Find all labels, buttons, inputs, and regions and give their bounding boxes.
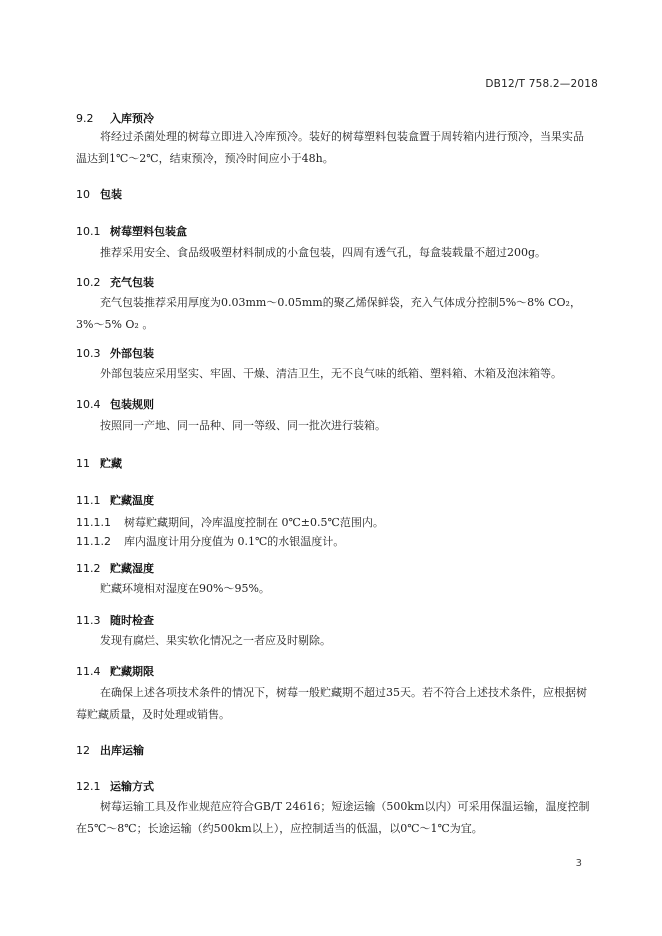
section-number: 10.3	[76, 347, 101, 360]
paragraph-11-3: 发现有腐烂、果实软化情况之一者应及时剔除。	[100, 634, 331, 647]
section-number: 11.2	[76, 562, 101, 575]
section-title: 运输方式	[110, 780, 154, 793]
section-title: 充气包装	[110, 276, 154, 289]
subclause-text: 库内温度计用分度值为 0.1℃的水银温度计。	[124, 535, 345, 548]
section-heading-10-1	[76, 223, 187, 239]
section-heading-12-1	[76, 778, 154, 794]
paragraph-12-1: 树莓运输工具及作业规范应符合GB/T 24616；短途运输（500km以内）可采用保温运输，温度控制在5℃～8℃；长途运输（约500km以上），应控制适当的低温，以0℃～1℃为宜。	[76, 800, 590, 835]
section-number: 10	[76, 188, 90, 201]
section-title: 包装	[100, 188, 122, 201]
section-title: 贮藏	[100, 457, 122, 470]
section-number: 11.4	[76, 665, 101, 678]
section-heading-9-2	[76, 110, 154, 126]
section-number: 11.3	[76, 614, 101, 627]
paragraph-10-3: 外部包装应采用坚实、牢固、干燥、清洁卫生，无不良气味的纸箱、塑料箱、木箱及泡沫箱等。	[100, 367, 562, 380]
subclause-11-1-2	[76, 533, 344, 549]
subclause-number: 11.1.1	[76, 516, 111, 529]
section-heading-11-2	[76, 560, 154, 576]
section-title: 贮藏湿度	[110, 562, 154, 575]
section-heading-11-4	[76, 663, 154, 679]
paragraph-10-4: 按照同一产地、同一品种、同一等级、同一批次进行装箱。	[100, 419, 386, 432]
section-title: 出库运输	[100, 744, 144, 757]
section-title: 树莓塑料包装盒	[110, 225, 187, 238]
section-title: 贮藏温度	[110, 494, 154, 507]
subclause-number: 11.1.2	[76, 535, 111, 548]
document-id: DB12/T 758.2—2018	[485, 78, 598, 90]
section-heading-11-1	[76, 492, 154, 508]
subclause-text: 树莓贮藏期间，冷库温度控制在 0℃±0.5℃范围内。	[124, 516, 384, 529]
section-heading-12	[76, 742, 144, 758]
subclause-11-1-1	[76, 514, 384, 530]
page-number: 3	[575, 858, 582, 869]
section-title: 外部包装	[110, 347, 154, 360]
section-title: 随时检查	[110, 614, 154, 627]
paragraph-10-2: 充气包装推荐采用厚度为0.03mm～0.05mm的聚乙烯保鲜袋，充入气体成分控制5%～8% CO₂，3%～5% O₂ 。	[76, 296, 581, 331]
section-number: 12	[76, 744, 90, 757]
section-number: 10.1	[76, 225, 101, 238]
paragraph-9-2: 将经过杀菌处理的树莓立即进入冷库预冷。装好的树莓塑料包装盒置于周转箱内进行预冷，当果实品温达到1℃～2℃，结束预冷，预冷时间应小于48h。	[76, 130, 584, 165]
section-title: 包装规则	[110, 398, 154, 411]
section-heading-11	[76, 455, 122, 471]
section-heading-11-3	[76, 612, 154, 628]
paragraph-11-4: 在确保上述各项技术条件的情况下，树莓一般贮藏期不超过35天。若不符合上述技术条件，应根据树莓贮藏质量，及时处理或销售。	[76, 686, 587, 721]
section-number: 9.2	[76, 112, 94, 125]
section-title: 贮藏期限	[110, 665, 154, 678]
section-heading-10-2	[76, 274, 154, 290]
section-number: 10.4	[76, 398, 101, 411]
section-number: 10.2	[76, 276, 101, 289]
section-heading-10-4	[76, 396, 154, 412]
paragraph-11-2: 贮藏环境相对湿度在90%～95%。	[100, 582, 270, 595]
paragraph-10-1: 推荐采用安全、食品级吸塑材料制成的小盒包装，四周有透气孔，每盒装载量不超过200g。	[100, 246, 547, 259]
section-number: 11.1	[76, 494, 101, 507]
section-number: 11	[76, 457, 90, 470]
section-heading-10	[76, 186, 122, 202]
section-heading-10-3	[76, 345, 154, 361]
section-title: 入库预冷	[110, 112, 154, 125]
section-number: 12.1	[76, 780, 101, 793]
